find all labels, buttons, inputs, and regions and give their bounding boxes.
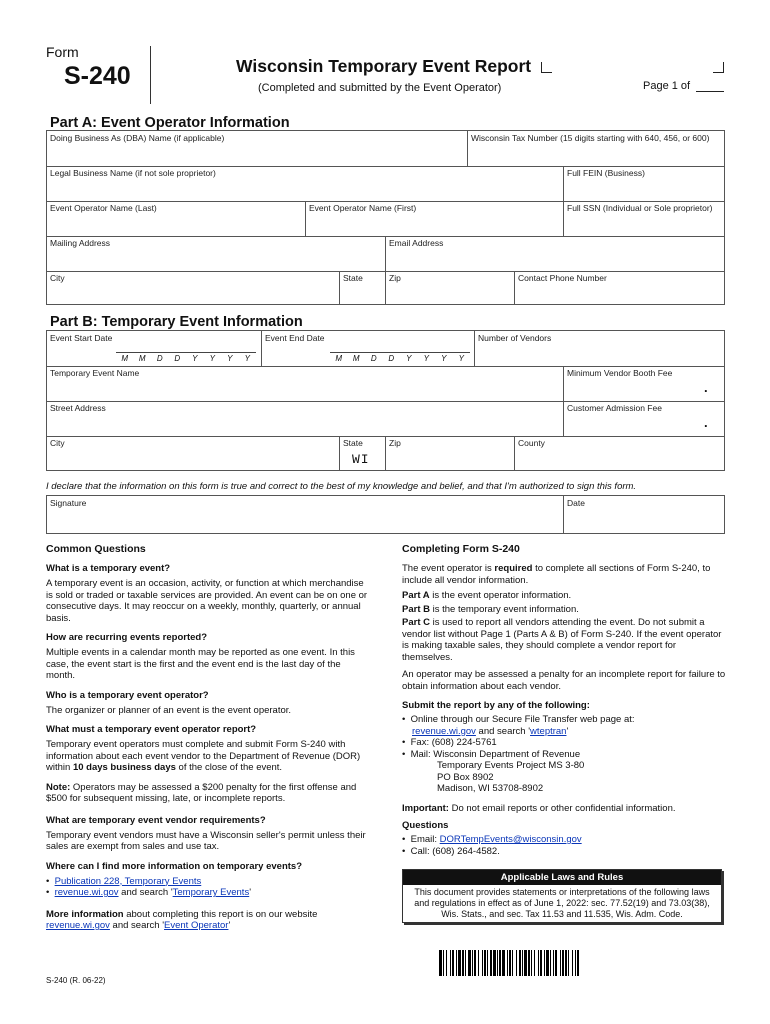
- part-c-desc: Part C is used to report all vendors attending the event. Do not submit a vendor list without Page 1 (Parts A & B) of Form S-240. If the event operator is making taxable sales, they should complete a vendor report for themselves.: [402, 617, 722, 663]
- first-name-field[interactable]: Event Operator Name (First): [305, 201, 563, 236]
- barcode-bar: [507, 950, 508, 976]
- question-3: Who is a temporary event operator?: [46, 689, 209, 701]
- form-title: Wisconsin Temporary Event Report: [236, 56, 532, 76]
- submit-heading: Submit the report by any of the following:: [402, 700, 590, 711]
- laws-title: Applicable Laws and Rules: [403, 870, 721, 885]
- barcode-bar: [555, 950, 557, 976]
- revenue-site-link[interactable]: revenue.wi.gov: [54, 887, 119, 898]
- laws-text: This document provides statements or interpretations of the following laws and regulations in effect as of June 1, 2022: sec. 77.52(19) and 73.03(38), Wis. Stats., and sec. Tax 11.53 and 11.535, Wis. Adm. Code.: [414, 887, 710, 919]
- barcode-bar: [572, 950, 573, 976]
- barcode-bar: [452, 950, 454, 976]
- barcode-bar: [546, 950, 549, 976]
- common-questions: [46, 543, 370, 932]
- publication-228-link[interactable]: Publication 228, Temporary Events: [54, 875, 202, 887]
- penalty-note: Note: Operators may be assessed a $200 penalty for the first offense and $500 for subsequent missing, late, or incomplete reports.: [46, 781, 357, 804]
- temporary-events-search-link[interactable]: Temporary Events: [172, 887, 250, 898]
- barcode-bar: [524, 950, 527, 976]
- part-b-heading: Part B: Temporary Event Information: [50, 314, 303, 330]
- answer-1: A temporary event is an occasion, activity, or function at which merchandise is sold or traded or taxable services are provided. An event can be on one or consecutive days. It may reoccur on a weekly, monthly, quarterly, or annual basis.: [46, 578, 368, 624]
- admission-fee-decimal: .: [704, 415, 708, 430]
- event-end-date-field[interactable]: Event End Date M M D D Y Y Y Y: [261, 331, 474, 366]
- form-word: Form: [46, 44, 79, 60]
- barcode-bar: [439, 950, 442, 976]
- part-a-heading: Part A: Event Operator Information: [50, 115, 290, 131]
- question-2: How are recurring events reported?: [46, 632, 208, 643]
- requirement-text: The event operator is required to complete all sections of Form S-240, to include all vendor information.: [402, 563, 711, 586]
- barcode-bar: [465, 950, 466, 976]
- part-a-grid: [46, 130, 725, 305]
- barcode: [439, 950, 682, 976]
- barcode-bar: [490, 950, 492, 976]
- barcode-bar: [497, 950, 498, 976]
- declaration-text: I declare that the information on this form is true and correct to the best of my knowledge and belief, and that I'm authorized to sign this form.: [46, 481, 637, 492]
- important-note: Important: Do not email reports or other confidential information.: [402, 802, 676, 814]
- contact-list: • Email: DORTempEvents@wisconsin.gov • Call: (608) 264-4582.: [402, 834, 582, 857]
- submit-options: • Online through our Secure File Transfer web page at: revenue.wi.gov and search 'wteptran' • Fax: (608) 224-5761 • Mail: Wisconsin Department of Revenue Temporary Events Project MS 3-80 PO Box 8902 Madison, WI 53708-8902: [402, 714, 635, 794]
- booth-fee-decimal: .: [704, 380, 708, 395]
- end-date-format: M M D D Y Y Y Y: [330, 352, 470, 363]
- barcode-bar: [550, 950, 551, 976]
- barcode-bar: [450, 950, 451, 976]
- completing-heading: Completing Form S-240: [402, 543, 520, 555]
- barcode-bar: [493, 950, 496, 976]
- barcode-bar: [462, 950, 464, 976]
- tax-number-field[interactable]: Wisconsin Tax Number (15 digits starting with 640, 456, or 600): [467, 131, 725, 166]
- question-4: What must a temporary event operator report?: [46, 724, 257, 735]
- barcode-bar: [478, 950, 479, 976]
- event-start-date-field[interactable]: Event Start Date M M D D Y Y Y Y: [47, 331, 261, 366]
- completing-form: [402, 543, 726, 857]
- barcode-bar: [516, 950, 517, 976]
- barcode-bar: [443, 950, 444, 976]
- event-zip-field[interactable]: Zip: [385, 436, 514, 471]
- barcode-bar: [484, 950, 486, 976]
- event-state-value: WI: [352, 452, 370, 467]
- ssn-field[interactable]: Full SSN (Individual or Sole proprietor): [563, 201, 725, 236]
- form-revision: S-240 (R. 06-22): [46, 976, 106, 985]
- wteptran-search-link[interactable]: wteptran: [530, 725, 567, 737]
- legal-name-field[interactable]: Legal Business Name (if not sole proprietor): [50, 168, 216, 178]
- question-6: Where can I find more information on temporary events?: [46, 860, 303, 872]
- event-operator-search-link[interactable]: Event Operator: [164, 920, 229, 931]
- header-divider: [150, 46, 151, 104]
- barcode-bar: [487, 950, 488, 976]
- phone-field[interactable]: Contact Phone Number: [514, 271, 725, 305]
- laws-box: [402, 869, 722, 923]
- contact-email-link[interactable]: DORTempEvents@wisconsin.gov: [439, 834, 582, 845]
- email-address-field[interactable]: Email Address: [385, 236, 725, 271]
- barcode-bar: [472, 950, 473, 976]
- answer-2: Multiple events in a calendar month may be reported as one event. In this case, the event start is the first and the event end is the last day of the month.: [46, 647, 355, 681]
- event-state-field[interactable]: State WI: [339, 436, 385, 471]
- barcode-bar: [474, 950, 476, 976]
- title-corner-right: [713, 62, 724, 73]
- barcode-bar: [540, 950, 542, 976]
- city-field[interactable]: City: [50, 273, 65, 283]
- last-name-field[interactable]: Event Operator Name (Last): [50, 203, 157, 213]
- signature-grid: [46, 495, 725, 534]
- barcode-bar: [519, 950, 521, 976]
- part-a-desc: Part A is the event operator information.: [402, 590, 572, 601]
- form-number: S-240: [64, 62, 131, 90]
- answer-4: Temporary event operators must complete and submit Form S-240 with information about each event vendor to the Department of Revenue (DOR) within 10 days business days of the close of the event.: [46, 739, 361, 773]
- event-county-field[interactable]: County: [514, 436, 725, 471]
- barcode-bar: [522, 950, 523, 976]
- state-field[interactable]: State: [339, 271, 385, 305]
- barcode-bar: [502, 950, 505, 976]
- event-name-field[interactable]: Temporary Event Name: [50, 368, 140, 378]
- part-b-desc: Part B is the temporary event information.: [402, 603, 579, 615]
- resource-list: • Publication 228, Temporary Events • revenue.wi.gov and search 'Temporary Events': [46, 875, 252, 898]
- start-date-format: M M D D Y Y Y Y: [116, 352, 256, 363]
- revenue-site-link-3[interactable]: revenue.wi.gov: [412, 725, 476, 737]
- penalty-text: An operator may be assessed a penalty for an incomplete report for failure to obtain information about each vendor.: [402, 669, 726, 692]
- more-information: More information about completing this report is on our website revenue.wi.gov and search 'Event Operator': [46, 908, 318, 931]
- questions-heading: Questions: [402, 820, 449, 831]
- fein-field[interactable]: Full FEIN (Business): [563, 166, 725, 201]
- barcode-bar: [458, 950, 461, 976]
- barcode-bar: [512, 950, 513, 976]
- page-of-label: Page 1 of: [643, 80, 691, 92]
- barcode-bar: [575, 950, 576, 976]
- barcode-bar: [560, 950, 561, 976]
- barcode-bar: [468, 950, 471, 976]
- booth-fee-field[interactable]: Minimum Vendor Booth Fee .: [563, 366, 725, 401]
- date-field[interactable]: Date: [563, 496, 725, 533]
- part-b-grid: [46, 330, 725, 471]
- signature-field[interactable]: Signature: [50, 498, 87, 508]
- barcode-bar: [562, 950, 564, 976]
- form-subtitle: (Completed and submitted by the Event Operator): [258, 82, 502, 94]
- barcode-bar: [509, 950, 511, 976]
- common-questions-heading: Common Questions: [46, 543, 146, 555]
- barcode-bar: [538, 950, 539, 976]
- mailing-address-field[interactable]: Mailing Address: [50, 238, 111, 248]
- barcode-bar: [531, 950, 532, 976]
- barcode-bar: [544, 950, 545, 976]
- dba-field[interactable]: Doing Business As (DBA) Name (if applicable): [50, 133, 225, 143]
- answer-3: The organizer or planner of an event is the event operator.: [46, 704, 292, 716]
- barcode-bar: [446, 950, 447, 976]
- revenue-site-link-2[interactable]: revenue.wi.gov: [46, 920, 110, 931]
- barcode-bar: [565, 950, 567, 976]
- barcode-bar: [553, 950, 554, 976]
- admission-fee-field[interactable]: Customer Admission Fee .: [563, 401, 725, 436]
- barcode-bar: [577, 950, 579, 976]
- barcode-bar: [534, 950, 535, 976]
- barcode-bar: [568, 950, 569, 976]
- vendor-count-field[interactable]: Number of Vendors: [474, 331, 725, 366]
- street-address-field[interactable]: Street Address: [50, 403, 106, 413]
- event-city-field[interactable]: City: [50, 438, 65, 448]
- title-corner-left: [541, 62, 552, 73]
- question-5: What are temporary event vendor requirements?: [46, 814, 266, 826]
- answer-5: Temporary event vendors must have a Wisconsin seller's permit unless their sales are exempt from sales and use tax.: [46, 829, 366, 852]
- zip-field[interactable]: Zip: [385, 271, 514, 305]
- barcode-bar: [482, 950, 483, 976]
- barcode-bar: [528, 950, 530, 976]
- barcode-bar: [499, 950, 501, 976]
- page-total-field[interactable]: [696, 91, 724, 92]
- question-1: What is a temporary event?: [46, 563, 171, 574]
- barcode-bar: [456, 950, 457, 976]
